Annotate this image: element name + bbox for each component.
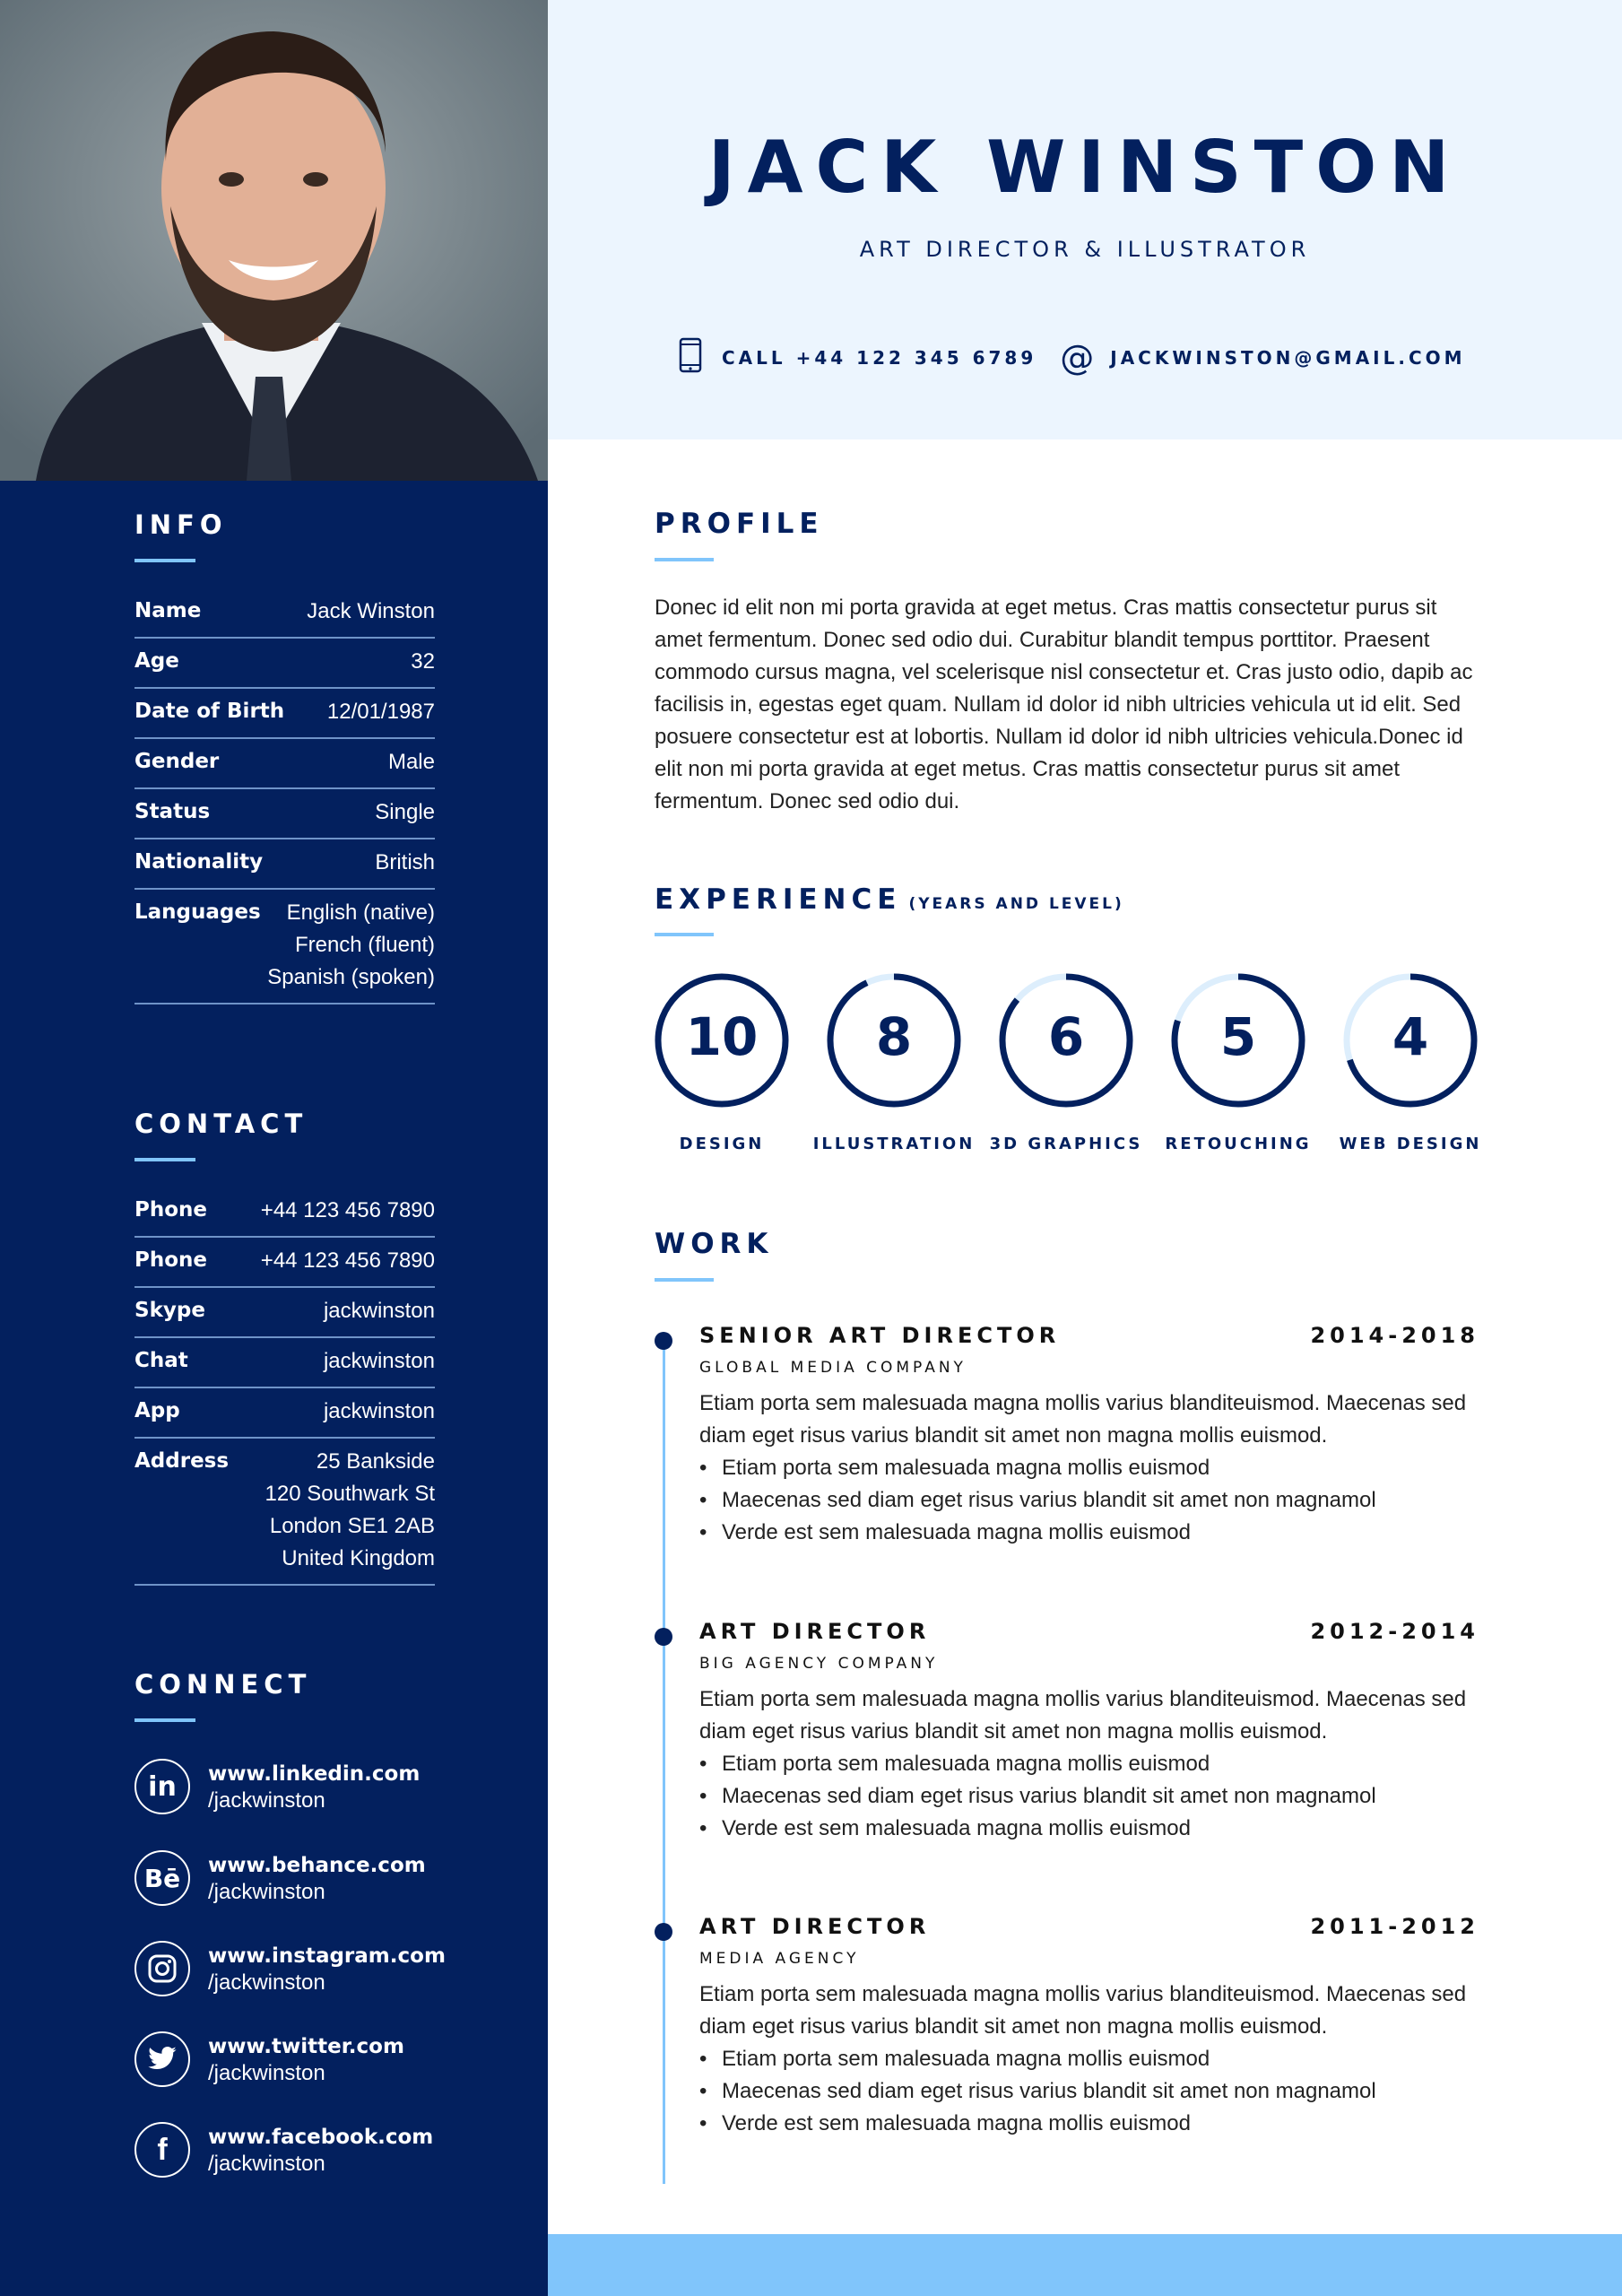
job-bullet: • Etiam porta sem malesuada magna mollis euismod <box>699 2043 1479 2075</box>
job-bullets <box>699 2043 1479 2140</box>
skill-value: 8 <box>875 1006 913 1067</box>
info-row <box>134 890 435 1004</box>
phone-icon <box>679 337 702 378</box>
info-value-line: British <box>375 850 435 874</box>
connect-handle: /jackwinston <box>208 2152 325 2176</box>
job-role: ART DIRECTOR <box>699 1619 931 1644</box>
info-value <box>375 847 435 879</box>
job-role: SENIOR ART DIRECTOR <box>699 1323 1061 1348</box>
header-phone[interactable]: CALL +44 122 345 6789 <box>722 346 1037 369</box>
connect-twitter[interactable] <box>134 2031 475 2094</box>
profile-text: Donec id elit non mi porta gravida at eget metus. Cras mattis consectetur purus sit amet fermentum. Donec sed odio dui. Curabitur blandit tempus porttitor. Praesent commodo cursus magna, vel scelerisque nisl consectetur et. Cras justo odio, dapib ac facilisis in, egestas eget quam. Nullam id dolor id nibh ultricies vehicula ut id elit. Sed posuere consectetur est at lobortis. Nullam id dolor id nibh ultricies vehicula.Donec id elit non mi porta gravida at eget metus. Cras mattis consectetur purus sit amet fermentum. Donec sed odio dui. <box>655 596 1473 813</box>
info-row <box>134 739 435 789</box>
connect-site[interactable]: www.linkedin.com <box>208 1762 421 1786</box>
contact-value[interactable] <box>261 1195 435 1227</box>
contact-row <box>134 1388 435 1439</box>
profile-title: PROFILE <box>655 508 824 540</box>
contact-key: Address <box>134 1449 230 1473</box>
skill-value: 5 <box>1219 1006 1257 1067</box>
job-role: ART DIRECTOR <box>699 1914 931 1939</box>
connect-instagram[interactable] <box>134 1941 475 2004</box>
contact-row <box>134 1338 435 1388</box>
info-value <box>411 646 435 678</box>
connect-site[interactable]: www.behance.com <box>208 1854 426 1877</box>
contact-value[interactable] <box>324 1295 435 1327</box>
info-key: Age <box>134 649 179 673</box>
experience-title <box>655 883 1124 916</box>
skill-label: WEB DESIGN <box>1339 1135 1482 1153</box>
job-bullet: • Maecenas sed diam eget risus varius blandit sit amet non magnamol <box>699 1484 1479 1517</box>
profile-title-rule <box>655 558 714 561</box>
contact-row <box>134 1238 435 1288</box>
connect-site[interactable]: www.instagram.com <box>208 1944 446 1968</box>
contact-value-line: +44 123 456 7890 <box>260 1248 435 1273</box>
info-row <box>134 689 435 739</box>
job-company: MEDIA AGENCY <box>699 1950 860 1968</box>
skill-label: 3D GRAPHICS <box>989 1135 1143 1153</box>
header-contact <box>679 337 1466 378</box>
job-years: 2014-2018 <box>1310 1323 1479 1348</box>
connect-title: CONNECT <box>134 1669 312 1700</box>
skill-label: RETOUCHING <box>1165 1135 1312 1153</box>
contact-key: Phone <box>134 1248 208 1272</box>
work-title-rule <box>655 1278 714 1282</box>
job-description <box>699 1387 1479 1549</box>
info-value-line: English (native) <box>286 900 435 925</box>
linkedin-icon: in <box>134 1759 190 1814</box>
info-value-line: Male <box>387 750 435 774</box>
connect-site[interactable]: www.facebook.com <box>208 2126 434 2149</box>
info-value <box>267 897 435 994</box>
header-email[interactable]: JACKWINSTON@GMAIL.COM <box>1110 346 1466 369</box>
info-row <box>134 588 435 639</box>
connect-behance[interactable] <box>134 1850 475 1913</box>
skill-2 <box>989 969 1143 1153</box>
connect-facebook[interactable] <box>134 2122 475 2185</box>
contact-title-rule <box>134 1158 195 1161</box>
contact-value[interactable] <box>324 1396 435 1428</box>
job-bullet: • Maecenas sed diam eget risus varius blandit sit amet non magnamol <box>699 1780 1479 1813</box>
info-key: Gender <box>134 750 220 773</box>
timeline-dot <box>655 1923 672 1941</box>
timeline-dot <box>655 1628 672 1646</box>
contact-value-line: jackwinston <box>323 1399 435 1423</box>
contact-value-line: 25 Bankside <box>316 1449 435 1474</box>
info-title-rule <box>134 559 195 562</box>
experience-title-text: EXPERIENCE <box>655 883 902 916</box>
contact-value[interactable] <box>261 1245 435 1277</box>
skill-value: 4 <box>1392 1006 1429 1067</box>
skill-0 <box>650 969 794 1153</box>
experience-subtitle: (YEARS AND LEVEL) <box>908 895 1124 913</box>
skill-3 <box>1165 969 1312 1153</box>
job-title: ART DIRECTOR & ILLUSTRATOR <box>859 237 1311 262</box>
profile-photo <box>0 0 548 481</box>
job-bullets <box>699 1748 1479 1845</box>
at-icon: @ <box>1060 337 1095 378</box>
skill-label: ILLUSTRATION <box>812 1135 976 1153</box>
contact-key: Chat <box>134 1349 188 1372</box>
job-summary: Etiam porta sem malesuada magna mollis varius blanditeuismod. Maecenas sed diam eget risus varius blandit sit amet non magna mollis euismod. <box>699 1687 1467 1744</box>
contact-row <box>134 1439 435 1586</box>
twitter-icon <box>134 2031 190 2087</box>
job-bullet: • Verde est sem malesuada magna mollis euismod <box>699 1517 1479 1549</box>
contact-key: App <box>134 1399 180 1422</box>
info-key: Date of Birth <box>134 700 285 723</box>
job-bullet: • Verde est sem malesuada magna mollis euismod <box>699 2108 1479 2140</box>
info-value <box>307 596 435 628</box>
contact-row <box>134 1288 435 1338</box>
footer-bar <box>548 2234 1622 2296</box>
connect-handle: /jackwinston <box>208 1970 325 1995</box>
timeline-dot <box>655 1332 672 1350</box>
contact-value-line: United Kingdom <box>282 1546 435 1570</box>
info-value-line: Jack Winston <box>307 599 435 623</box>
info-row <box>134 639 435 689</box>
experience-title-rule <box>655 933 714 936</box>
skill-4 <box>1339 969 1482 1153</box>
contact-key: Phone <box>134 1198 208 1222</box>
skill-1 <box>812 969 976 1153</box>
info-value-line: 12/01/1987 <box>326 700 435 724</box>
instagram-icon <box>134 1941 190 1996</box>
info-title: INFO <box>134 509 228 540</box>
info-key: Nationality <box>134 850 264 874</box>
contact-key: Skype <box>134 1299 205 1322</box>
connect-handle: /jackwinston <box>208 1880 325 1904</box>
connect-site[interactable]: www.twitter.com <box>208 2035 404 2058</box>
contact-list <box>134 1187 435 1586</box>
skill-value: 10 <box>685 1006 759 1067</box>
connect-handle: /jackwinston <box>208 1788 325 1813</box>
info-value-line: Spanish (spoken) <box>267 965 435 989</box>
info-value <box>388 746 435 778</box>
job-bullet: • Verde est sem malesuada magna mollis euismod <box>699 1813 1479 1845</box>
info-key: Name <box>134 599 202 622</box>
info-value <box>375 796 435 829</box>
facebook-icon: f <box>134 2122 190 2178</box>
contact-value-line: jackwinston <box>323 1299 435 1323</box>
info-value <box>327 696 435 728</box>
info-key: Languages <box>134 900 261 924</box>
contact-value[interactable] <box>324 1345 435 1378</box>
job-company: BIG AGENCY COMPANY <box>699 1655 939 1673</box>
timeline-line <box>663 1341 665 2184</box>
job-bullet: • Etiam porta sem malesuada magna mollis euismod <box>699 1452 1479 1484</box>
behance-icon: Bē <box>134 1850 190 1906</box>
job-years: 2011-2012 <box>1310 1914 1479 1939</box>
info-value-line: 32 <box>411 649 435 674</box>
connect-title-rule <box>134 1718 195 1722</box>
work-title: WORK <box>655 1228 774 1260</box>
job-bullet: • Etiam porta sem malesuada magna mollis euismod <box>699 1748 1479 1780</box>
person-name: JACK WINSTON <box>707 126 1462 209</box>
skill-value: 6 <box>1047 1006 1085 1067</box>
info-row <box>134 839 435 890</box>
job-company: GLOBAL MEDIA COMPANY <box>699 1359 967 1377</box>
contact-value <box>265 1446 435 1575</box>
contact-title: CONTACT <box>134 1109 308 1139</box>
job-summary: Etiam porta sem malesuada magna mollis varius blanditeuismod. Maecenas sed diam eget risus varius blandit sit amet non magna mollis euismod. <box>699 1982 1467 2039</box>
info-key: Status <box>134 800 211 823</box>
job-summary: Etiam porta sem malesuada magna mollis varius blanditeuismod. Maecenas sed diam eget risus varius blandit sit amet non magna mollis euismod. <box>699 1391 1467 1448</box>
job-bullets <box>699 1452 1479 1549</box>
job-description <box>699 1683 1479 1845</box>
contact-row <box>134 1187 435 1238</box>
contact-value-line: 120 Southwark St <box>265 1482 435 1506</box>
job-bullet: • Maecenas sed diam eget risus varius blandit sit amet non magnamol <box>699 2075 1479 2108</box>
info-list <box>134 588 435 1004</box>
connect-handle: /jackwinston <box>208 2061 325 2085</box>
contact-value-line: London SE1 2AB <box>269 1514 435 1538</box>
connect-linkedin[interactable] <box>134 1759 475 1822</box>
contact-value-line: jackwinston <box>323 1349 435 1373</box>
info-row <box>134 789 435 839</box>
job-years: 2012-2014 <box>1310 1619 1479 1644</box>
contact-value-line: +44 123 456 7890 <box>260 1198 435 1222</box>
skill-label: DESIGN <box>679 1135 765 1153</box>
info-value-line: French (fluent) <box>294 933 435 957</box>
job-description <box>699 1979 1479 2140</box>
info-value-line: Single <box>375 800 435 824</box>
